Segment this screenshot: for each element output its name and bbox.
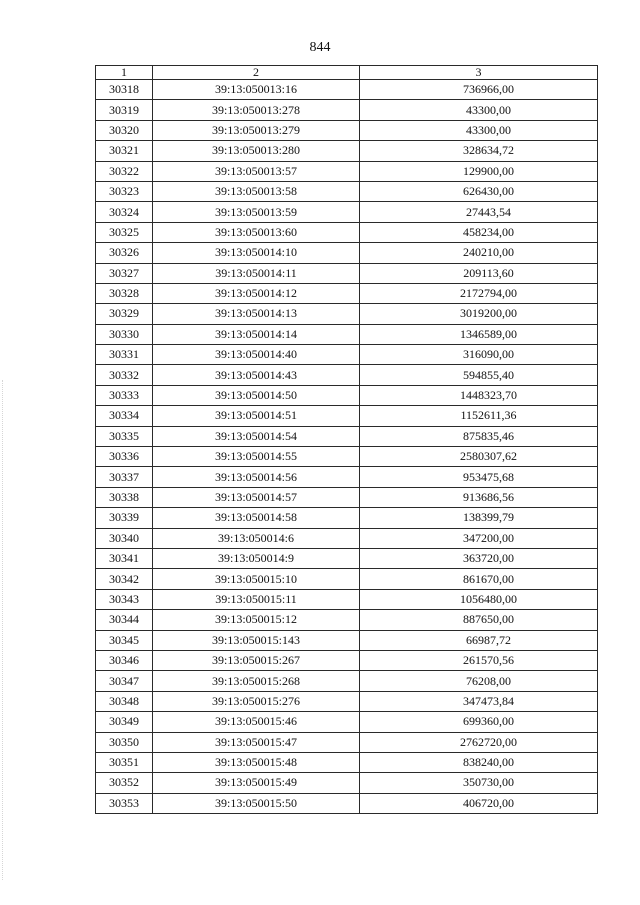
table-row <box>96 324 598 344</box>
cadastral-number-cell: 39:13:050014:56 <box>153 467 360 487</box>
column-header-1: 1 <box>96 66 153 80</box>
value-cell <box>360 487 598 507</box>
value-cell <box>360 426 598 446</box>
row-number-cell: 30326 <box>96 243 153 263</box>
table-row <box>96 283 598 303</box>
table-row <box>96 141 598 161</box>
cadastral-number-cell: 39:13:050014:43 <box>153 365 360 385</box>
value-text: 43300,00 <box>466 122 511 137</box>
value-text: 699360,00 <box>463 714 514 729</box>
row-number-cell: 30344 <box>96 610 153 630</box>
cadastral-number-cell: 39:13:050013:280 <box>153 141 360 161</box>
value-cell <box>360 752 598 772</box>
value-text: 1152611,36 <box>460 408 517 423</box>
value-text: 138399,79 <box>463 510 514 525</box>
value-text: 2172794,00 <box>460 286 517 301</box>
value-text: 209113,60 <box>463 265 514 280</box>
value-cell <box>360 324 598 344</box>
column-header-2: 2 <box>153 66 360 80</box>
table-row <box>96 773 598 793</box>
row-number-cell: 30352 <box>96 773 153 793</box>
row-number-cell: 30321 <box>96 141 153 161</box>
cadastral-number-cell: 39:13:050015:47 <box>153 732 360 752</box>
table-row <box>96 161 598 181</box>
cadastral-number-cell: 39:13:050013:58 <box>153 181 360 201</box>
table-row <box>96 691 598 711</box>
value-cell <box>360 712 598 732</box>
value-cell <box>360 528 598 548</box>
table-body <box>96 80 598 814</box>
value-cell <box>360 365 598 385</box>
cadastral-number-cell: 39:13:050013:59 <box>153 202 360 222</box>
table-row <box>96 487 598 507</box>
value-text: 1346589,00 <box>460 326 517 341</box>
table-row <box>96 385 598 405</box>
table-row <box>96 752 598 772</box>
table-row <box>96 243 598 263</box>
cadastral-number-cell: 39:13:050015:268 <box>153 671 360 691</box>
cadastral-number-cell: 39:13:050013:278 <box>153 100 360 120</box>
cadastral-number-cell: 39:13:050013:57 <box>153 161 360 181</box>
value-cell <box>360 732 598 752</box>
cadastral-number-cell: 39:13:050014:10 <box>153 243 360 263</box>
row-number-cell: 30325 <box>96 222 153 242</box>
column-header-3: 3 <box>360 66 598 80</box>
row-number-cell: 30331 <box>96 345 153 365</box>
cadastral-number-cell: 39:13:050014:40 <box>153 345 360 365</box>
value-text: 626430,00 <box>463 184 514 199</box>
cadastral-number-cell: 39:13:050013:60 <box>153 222 360 242</box>
table-row <box>96 671 598 691</box>
value-text: 350730,00 <box>463 775 514 790</box>
cadastral-number-cell: 39:13:050014:11 <box>153 263 360 283</box>
row-number-cell: 30338 <box>96 487 153 507</box>
table-row <box>96 508 598 528</box>
table-header <box>96 66 598 80</box>
cadastral-number-cell: 39:13:050014:55 <box>153 447 360 467</box>
row-number-cell: 30353 <box>96 793 153 813</box>
value-cell <box>360 80 598 100</box>
row-number-cell: 30348 <box>96 691 153 711</box>
row-number-cell: 30343 <box>96 589 153 609</box>
value-text: 316090,00 <box>463 347 514 362</box>
value-cell <box>360 263 598 283</box>
value-text: 3019200,00 <box>460 306 517 321</box>
cadastral-number-cell: 39:13:050014:54 <box>153 426 360 446</box>
row-number-cell: 30346 <box>96 650 153 670</box>
table-row <box>96 793 598 813</box>
row-number-cell: 30336 <box>96 447 153 467</box>
cadastral-number-cell: 39:13:050015:143 <box>153 630 360 650</box>
value-text: 913686,56 <box>463 490 514 504</box>
value-text: 2580307,62 <box>460 449 517 464</box>
cadastral-number-cell: 39:13:050014:51 <box>153 406 360 426</box>
value-text: 458234,00 <box>463 224 514 239</box>
table-row <box>96 181 598 201</box>
value-text: 953475,68 <box>463 469 514 484</box>
page-number: 844 <box>309 40 331 55</box>
row-number-cell: 30341 <box>96 548 153 568</box>
cadastral-number-cell: 39:13:050015:11 <box>153 589 360 609</box>
value-text: 861670,00 <box>463 571 514 586</box>
row-number-cell: 30324 <box>96 202 153 222</box>
value-text: 875835,46 <box>463 428 514 443</box>
row-number-cell: 30322 <box>96 161 153 181</box>
value-cell <box>360 589 598 609</box>
table-row <box>96 263 598 283</box>
row-number-cell: 30328 <box>96 283 153 303</box>
table-row <box>96 406 598 426</box>
value-text: 347473,84 <box>463 693 514 708</box>
value-text: 363720,00 <box>463 551 514 566</box>
value-cell <box>360 345 598 365</box>
row-number-cell: 30334 <box>96 406 153 426</box>
row-number-cell: 30329 <box>96 304 153 324</box>
table-row <box>96 304 598 324</box>
value-cell <box>360 100 598 120</box>
cadastral-number-cell: 39:13:050013:279 <box>153 120 360 140</box>
row-number-cell: 30350 <box>96 732 153 752</box>
value-cell <box>360 202 598 222</box>
value-cell <box>360 773 598 793</box>
cadastral-number-cell: 39:13:050015:276 <box>153 691 360 711</box>
value-cell <box>360 406 598 426</box>
value-cell <box>360 141 598 161</box>
row-number-cell: 30319 <box>96 100 153 120</box>
value-cell <box>360 569 598 589</box>
cadastral-number-cell: 39:13:050015:10 <box>153 569 360 589</box>
value-text: 887650,00 <box>463 612 514 627</box>
value-cell <box>360 793 598 813</box>
value-cell <box>360 691 598 711</box>
cadastral-number-cell: 39:13:050014:13 <box>153 304 360 324</box>
row-number-cell: 30318 <box>96 80 153 100</box>
table-row <box>96 569 598 589</box>
value-cell <box>360 161 598 181</box>
registry-table <box>95 65 598 814</box>
cadastral-number-cell: 39:13:050014:58 <box>153 508 360 528</box>
table-row <box>96 222 598 242</box>
table-row <box>96 650 598 670</box>
value-text: 240210,00 <box>463 245 514 260</box>
value-cell <box>360 243 598 263</box>
row-number-cell: 30332 <box>96 365 153 385</box>
value-cell <box>360 283 598 303</box>
cadastral-number-cell: 39:13:050015:12 <box>153 610 360 630</box>
table-row <box>96 120 598 140</box>
row-number-cell: 30345 <box>96 630 153 650</box>
value-cell <box>360 610 598 630</box>
value-text: 736966,00 <box>463 82 514 97</box>
table-row <box>96 365 598 385</box>
value-cell <box>360 447 598 467</box>
row-number-cell: 30347 <box>96 671 153 691</box>
value-text: 406720,00 <box>463 795 514 810</box>
table-row <box>96 202 598 222</box>
value-cell <box>360 222 598 242</box>
row-number-cell: 30330 <box>96 324 153 344</box>
value-text: 43300,00 <box>466 102 511 117</box>
value-cell <box>360 181 598 201</box>
value-cell <box>360 630 598 650</box>
cadastral-number-cell: 39:13:050014:9 <box>153 548 360 568</box>
cadastral-number-cell: 39:13:050014:6 <box>153 528 360 548</box>
cadastral-number-cell: 39:13:050015:48 <box>153 752 360 772</box>
table-row <box>96 345 598 365</box>
value-text: 129900,00 <box>463 163 514 178</box>
table-row <box>96 80 598 100</box>
cadastral-number-cell: 39:13:050014:57 <box>153 487 360 507</box>
value-text: 261570,56 <box>463 653 514 668</box>
cadastral-number-cell: 39:13:050014:50 <box>153 385 360 405</box>
row-number-cell: 30333 <box>96 385 153 405</box>
cadastral-number-cell: 39:13:050015:50 <box>153 793 360 813</box>
table-row <box>96 548 598 568</box>
row-number-cell: 30335 <box>96 426 153 446</box>
value-cell <box>360 548 598 568</box>
value-text: 1448323,70 <box>460 388 517 403</box>
row-number-cell: 30342 <box>96 569 153 589</box>
cadastral-number-cell: 39:13:050014:12 <box>153 283 360 303</box>
table-row <box>96 467 598 487</box>
scan-edge-marks <box>2 380 6 880</box>
table-row <box>96 712 598 732</box>
row-number-cell: 30320 <box>96 120 153 140</box>
value-cell <box>360 508 598 528</box>
cadastral-number-cell: 39:13:050015:267 <box>153 650 360 670</box>
table-row <box>96 528 598 548</box>
cadastral-number-cell: 39:13:050013:16 <box>153 80 360 100</box>
row-number-cell: 30327 <box>96 263 153 283</box>
table-row <box>96 732 598 752</box>
cadastral-number-cell: 39:13:050015:46 <box>153 712 360 732</box>
table-row <box>96 100 598 120</box>
table-row <box>96 447 598 467</box>
value-text: 594855,40 <box>463 367 514 382</box>
value-text: 66987,72 <box>466 632 511 647</box>
row-number-cell: 30349 <box>96 712 153 732</box>
value-cell <box>360 671 598 691</box>
value-cell <box>360 650 598 670</box>
value-text: 27443,54 <box>466 204 511 219</box>
value-cell <box>360 467 598 487</box>
row-number-cell: 30339 <box>96 508 153 528</box>
value-text: 1056480,00 <box>460 591 517 606</box>
value-cell <box>360 385 598 405</box>
value-text: 838240,00 <box>463 755 514 770</box>
value-text: 76208,00 <box>466 673 511 688</box>
row-number-cell: 30323 <box>96 181 153 201</box>
table-row <box>96 610 598 630</box>
value-text: 328634,72 <box>463 143 514 158</box>
row-number-cell: 30351 <box>96 752 153 772</box>
value-text: 347200,00 <box>463 530 514 545</box>
value-cell <box>360 120 598 140</box>
table-row <box>96 426 598 446</box>
row-number-cell: 30340 <box>96 528 153 548</box>
table-row <box>96 630 598 650</box>
value-text: 2762720,00 <box>460 734 517 749</box>
header-row <box>96 66 598 80</box>
cadastral-number-cell: 39:13:050014:14 <box>153 324 360 344</box>
value-cell <box>360 304 598 324</box>
cadastral-number-cell: 39:13:050015:49 <box>153 773 360 793</box>
table-row <box>96 589 598 609</box>
row-number-cell: 30337 <box>96 467 153 487</box>
